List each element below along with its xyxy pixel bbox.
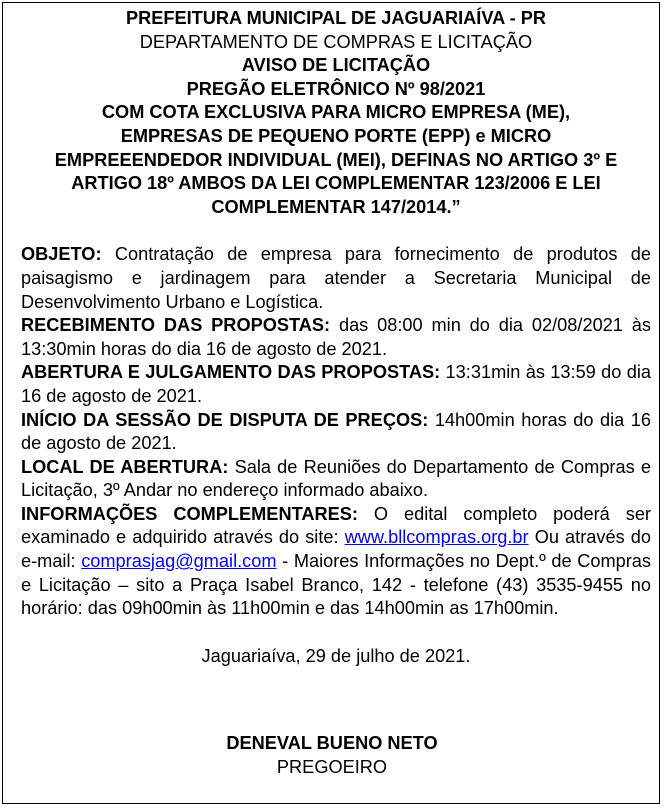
section-abertura [21,361,651,408]
date-line: Jaguariaíva, 29 de julho de 2021. [201,645,471,666]
quota-line-3: EMPREEENDEDOR INDIVIDUAL (MEI), DEFINAS NO ARTIGO 3º E [54,149,618,170]
inicio-label: INÍCIO DA SESSÃO DE DISPUTA DE PREÇOS: [21,409,429,430]
email-link[interactable]: comprasjag@gmail.com [81,551,277,572]
notice-type: AVISO DE LICITAÇÃO [241,55,431,76]
local-text: Sala de Reuniões do Departamento de Compras e Licitação, 3º Andar no endereço informado abaixo. [21,456,651,501]
section-local [21,456,651,503]
notice-content [21,7,651,668]
recebimento-text: das 08:00 min do dia 02/08/2021 às 13:30min horas do dia 16 de agosto de 2021. [21,315,651,359]
signature-block [0,732,664,779]
auction-number: PREGÃO ELETRÔNICO Nº 98/2021 [186,78,486,99]
section-recebimento [21,314,651,361]
section-objeto [21,243,651,314]
abertura-text: 13:31min às 13:59 do dia 16 de agosto de 2021. [21,362,651,406]
inicio-text: 14h00min horas do dia 16 de agosto de 2021. [21,409,651,454]
informacoes-text-3: - Maiores Informações no Dept.º de Compras e Licitação – sito a Praça Isabel Branco, 142 - telefone (43) 3535-9455 no horário: das 09h00min às 11h00min e das 14h00min as 17h00min. [21,551,652,619]
notice-header [13,7,659,219]
quota-line-2: EMPRESAS DE PEQUENO PORTE (EPP) e MICRO [120,125,552,146]
informacoes-text-2: Ou através do e-mail: [21,527,651,572]
informacoes-text-1: O edital completo poderá ser examinado e adquirido através do site: [21,503,651,548]
section-informacoes [21,503,651,621]
signatory-name: DENEVAL BUENO NETO [226,733,438,753]
signatory-role: PREGOEIRO [276,756,388,777]
local-label: LOCAL DE ABERTURA: [21,456,229,477]
objeto-label: OBJETO: [21,244,102,265]
quota-line-4: ARTIGO 18º AMBOS DA LEI COMPLEMENTAR 123/2006 E LEI [71,173,601,194]
department-title: DEPARTAMENTO DE COMPRAS E LICITAÇÃO [139,31,533,52]
site-link[interactable]: www.bllcompras.org.br [344,527,529,548]
abertura-label: ABERTURA E JULGAMENTO DAS PROPOSTAS: [21,362,441,383]
quota-line-5: COMPLEMENTAR 147/2014.” [211,196,461,217]
quota-line-1: COM COTA EXCLUSIVA PARA MICRO EMPRESA (ME), [101,102,571,123]
section-inicio [21,409,651,456]
objeto-text: Contratação de empresa para fornecimento de produtos de paisagismo e jardinagem para atender a Secretaria Municipal de Desenvolvimento Urbano e Logística. [21,244,651,312]
municipality-title: PREFEITURA MUNICIPAL DE JAGUARIAÍVA - PR [125,8,546,28]
informacoes-label: INFORMAÇÕES COMPLEMENTARES: [21,503,358,524]
recebimento-label: RECEBIMENTO DAS PROPOSTAS: [21,315,331,336]
